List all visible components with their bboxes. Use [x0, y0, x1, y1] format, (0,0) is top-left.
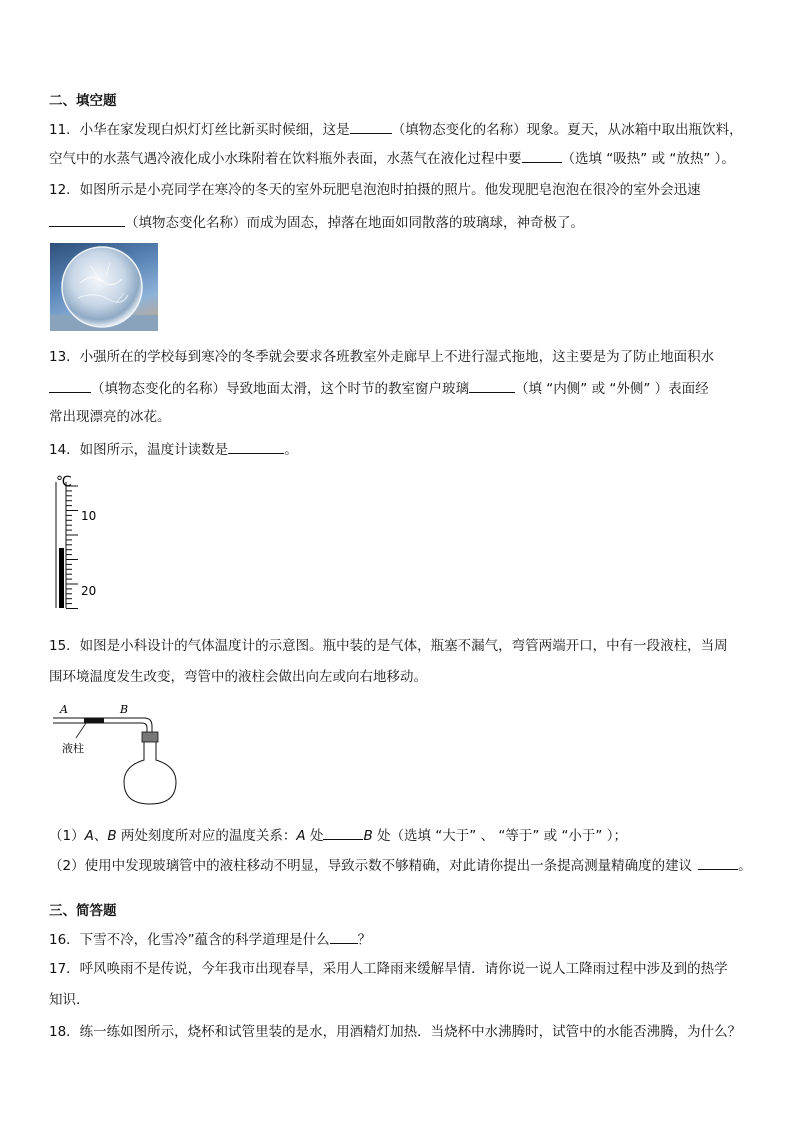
question-18-line-1: 18．练一练如图所示，烧杯和试管里装的是水，用酒精灯加热．当烧杯中水沸腾时，试管中的水能否沸腾，为什么？ — [49, 1024, 742, 1040]
q11-text-a: 11．小华在家发现白炽灯灯丝比新买时候细，这是 — [49, 122, 350, 138]
q13-text-c: （填 “内侧” 或 “外侧” ）表面经 — [515, 381, 709, 397]
q15-blank-1[interactable] — [323, 825, 363, 840]
question-15-line-1: 15．如图是小科设计的气体温度计的示意图。瓶中装的是气体，瓶塞不漏气，弯管两端开口，中有一段液柱，当周 — [49, 638, 728, 654]
q11-text-c: 空气中的水蒸气遇冷液化成小水珠附着在饮料瓶外表面，水蒸气在液化过程中要 — [49, 151, 522, 167]
section-heading-short-answer: 三、简答题 — [49, 903, 117, 919]
q15-blank-2[interactable] — [698, 855, 738, 870]
q15-sub1-num: （1） — [49, 828, 85, 844]
q15-sub1-sep: 、 — [93, 828, 108, 844]
question-12-line-1: 12．如图所示是小亮同学在寒冷的冬天的室外玩肥皂泡泡时拍摄的照片。他发现肥皂泡泡在很冷的室外会迅速 — [49, 182, 701, 198]
question-14-line — [49, 439, 298, 459]
q15-sub2-text: （2）使用中发现玻璃管中的液柱移动不明显，导致示数不够精确，对此请你提出一条提高测量精确度的建议 — [49, 858, 693, 874]
question-15-sub-1 — [49, 825, 627, 845]
fig-label-liquid: 液柱 — [62, 742, 84, 755]
q13-text-b: （填物态变化的名称）导致地面太滑，这个时节的教室窗户玻璃 — [91, 381, 469, 397]
gas-thermometer-figure — [50, 700, 200, 810]
question-12-line-2 — [49, 212, 584, 232]
q11-blank-1[interactable] — [350, 119, 392, 134]
q13-blank-1[interactable] — [49, 378, 91, 393]
q15-sub1-c: 处 — [305, 828, 324, 844]
frozen-bubble-photo — [50, 243, 158, 331]
q16-blank[interactable] — [330, 929, 358, 944]
q14-text-b: 。 — [284, 442, 298, 458]
thermometer-liquid — [59, 548, 64, 608]
thermometer-label-10: 10 — [81, 509, 97, 523]
question-13-line-2 — [49, 378, 709, 398]
thermometer-figure — [50, 470, 110, 612]
q12-blank-1[interactable] — [49, 212, 125, 227]
q15-sub1-b: B — [107, 828, 117, 844]
fig-label-b: B — [120, 703, 129, 716]
q15-sub1-a2: A — [296, 828, 306, 844]
section-heading-fill-blank: 二、填空题 — [49, 93, 117, 109]
q15-sub2-end: 。 — [738, 858, 752, 874]
question-13-line-3: 常出现漂亮的冰花。 — [49, 409, 171, 425]
q14-text-a: 14．如图所示，温度计读数是 — [49, 442, 229, 458]
q16-text-b: ？ — [357, 932, 372, 948]
question-16-line — [49, 929, 371, 949]
question-15-sub-2 — [49, 855, 752, 875]
fig-label-a: A — [60, 703, 68, 716]
q12-text-b: （填物态变化名称）而成为固态，掉落在地面如同散落的玻璃球，神奇极了。 — [125, 215, 584, 231]
q14-blank[interactable] — [228, 439, 284, 454]
thermometer-label-20: 20 — [81, 584, 97, 598]
q11-text-b: （填物态变化的名称）现象。夏天，从冰箱中取出瓶饮料， — [391, 122, 743, 138]
question-17-line-2: 知识． — [49, 992, 90, 1008]
question-17-line-1: 17．呼风唤雨不是传说，今年我市出现春旱，采用人工降雨来缓解旱情．请你说一说人工降雨过程中涉及到的热学 — [49, 961, 728, 977]
q15-sub1-d: 处（选填 “大于” 、 “等于” 或 “小于” ）； — [372, 828, 627, 844]
question-11-line-1 — [49, 119, 743, 139]
q15-sub1-text: 两处刻度所对应的温度关系： — [116, 828, 297, 844]
q11-blank-2[interactable] — [522, 148, 562, 163]
question-11-line-2 — [49, 148, 735, 168]
liquid-column — [84, 718, 104, 723]
q11-text-d: （选填 “吸热” 或 “放热” ）。 — [561, 151, 735, 167]
thermometer-unit: ℃ — [56, 474, 72, 490]
q15-sub1-b2: B — [363, 828, 373, 844]
question-13-line-1: 13．小强所在的学校每到寒冷的冬季就会要求各班教室外走廊早上不进行湿式拖地，这主要是为了防止地面积水 — [49, 349, 715, 365]
q15-sub1-a: A — [84, 828, 94, 844]
q13-blank-2[interactable] — [469, 378, 515, 393]
question-15-line-2: 围环境温度发生改变，弯管中的液柱会做出向左或向右地移动。 — [49, 669, 427, 685]
q16-text-a: 16．下雪不冷，化雪冷”蕴含的科学道理是什么 — [49, 932, 330, 948]
